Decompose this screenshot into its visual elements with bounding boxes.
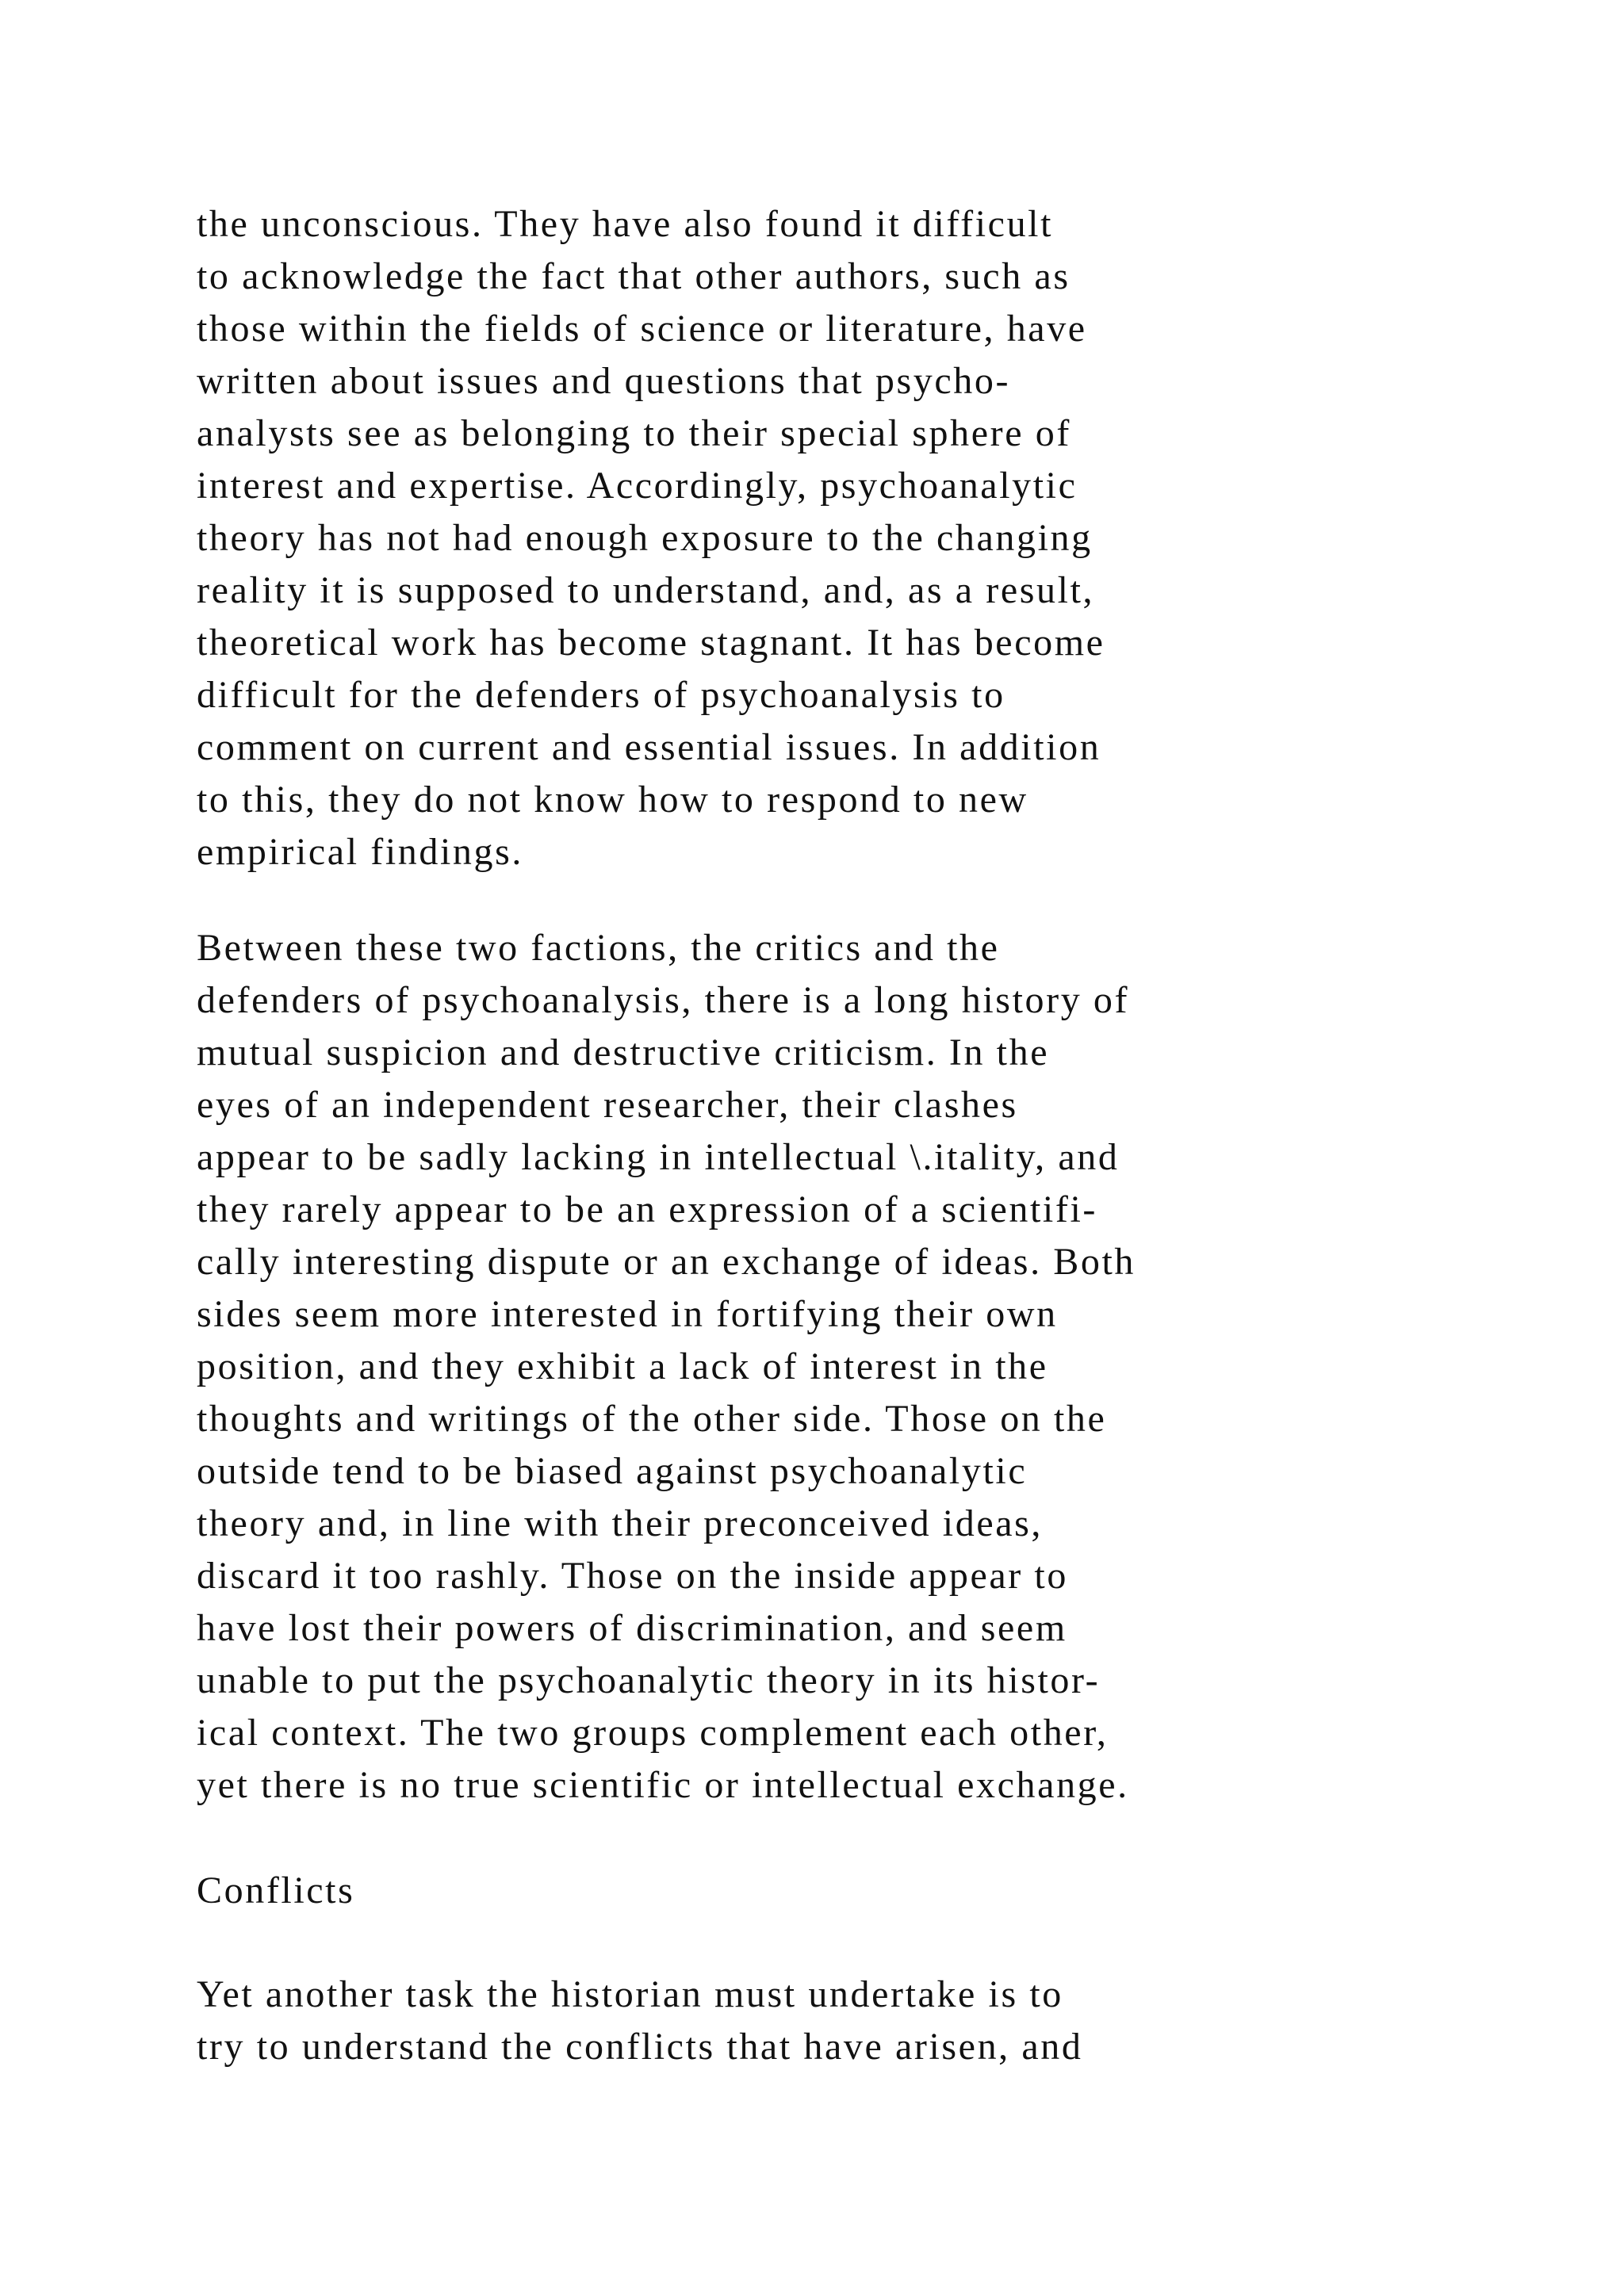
text-line: unable to put the psychoanalytic theory in its histor- (197, 1659, 1101, 1701)
text-line: interest and expertise. Accordingly, psychoanalytic (197, 465, 1078, 507)
text-line: have lost their powers of discrimination, and seem (197, 1607, 1067, 1649)
text-line: analysts see as belonging to their special sphere of (197, 412, 1071, 454)
text-line: to this, they do not know how to respond to new (197, 779, 1028, 821)
text-line: those within the fields of science or literature, have (197, 308, 1087, 350)
text-line: they rarely appear to be an expression of a scientifi- (197, 1188, 1097, 1230)
text-line: difficult for the defenders of psychoanalysis to (197, 674, 1005, 716)
section-heading-text: Conflicts (197, 1869, 355, 1911)
text-line: mutual suspicion and destructive criticism. In the (197, 1031, 1050, 1073)
text-line: Between these two factions, the critics and the (197, 927, 1000, 969)
text-line: try to understand the conflicts that have arisen, and (197, 2026, 1083, 2068)
text-line: comment on current and essential issues. In addition (197, 726, 1101, 768)
section-heading (197, 1865, 354, 1917)
text-line: written about issues and questions that psycho- (197, 360, 1011, 402)
text-line: ical context. The two groups complement each other, (197, 1712, 1109, 1754)
text-line: to acknowledge the fact that other authors, such as (197, 255, 1071, 297)
text-line: position, and they exhibit a lack of interest in the (197, 1345, 1048, 1387)
text-line: appear to be sadly lacking in intellectual \.itality, and (197, 1136, 1120, 1178)
text-line: cally interesting dispute or an exchange of ideas. Both (197, 1241, 1136, 1283)
text-line: Yet another task the historian must undertake is to (197, 1973, 1063, 2015)
paragraph-2 (197, 922, 1136, 1812)
text-line: theoretical work has become stagnant. It has become (197, 622, 1105, 664)
text-line: discard it too rashly. Those on the inside appear to (197, 1555, 1068, 1597)
text-line: empirical findings. (197, 831, 523, 873)
text-line: eyes of an independent researcher, their clashes (197, 1084, 1018, 1126)
text-line: the unconscious. They have also found it difficult (197, 203, 1054, 245)
paragraph-1 (197, 198, 1105, 878)
text-line: thoughts and writings of the other side. Those on the (197, 1398, 1107, 1440)
text-line: outside tend to be biased against psychoanalytic (197, 1450, 1028, 1492)
text-line: defenders of psychoanalysis, there is a long history of (197, 979, 1130, 1021)
text-line: sides seem more interested in fortifying their own (197, 1293, 1058, 1335)
text-line: yet there is no true scientific or intellectual exchange. (197, 1764, 1129, 1806)
text-line: theory has not had enough exposure to the changing (197, 517, 1093, 559)
paragraph-3 (197, 1969, 1083, 2073)
text-line: reality it is supposed to understand, and, as a result, (197, 569, 1095, 611)
text-line: theory and, in line with their preconceived ideas, (197, 1502, 1044, 1544)
